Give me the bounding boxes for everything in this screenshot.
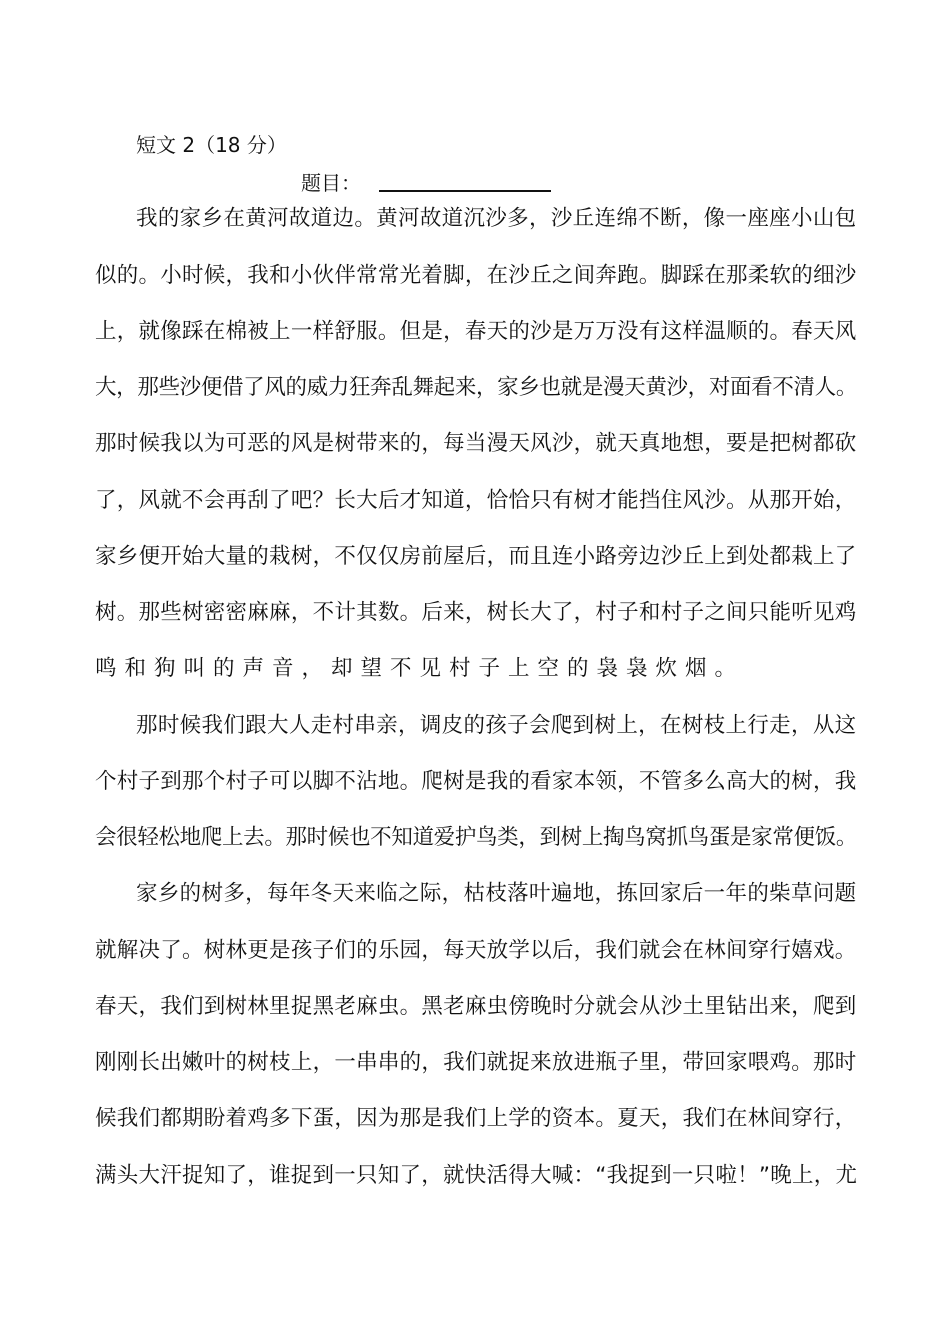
body-line: 大，那些沙便借了风的威力狂奔乱舞起来，家乡也就是漫天黄沙，对面看不清人。 [95, 375, 857, 400]
body-line: 春天，我们到树林里捉黑老麻虫。黑老麻虫傍晚时分就会从沙土里钻出来，爬到 [95, 994, 857, 1019]
title-field [301, 169, 361, 197]
body-line: 满头大汗捉知了，谁捉到一只知了，就快活得大喊：“我捉到一只啦！”晚上，尤 [95, 1163, 857, 1188]
title-blank-line [379, 190, 551, 192]
body-line: 家乡便开始大量的栽树，不仅仅房前屋后，而且连小路旁边沙丘上到处都栽上了 [95, 544, 857, 569]
body-line: 候我们都期盼着鸡多下蛋，因为那是我们上学的资本。夏天，我们在林间穿行， [95, 1106, 857, 1131]
body-line: 树。那些树密密麻麻，不计其数。后来，树长大了，村子和村子之间只能听见鸡 [95, 600, 857, 625]
body-line: 那时候我以为可恶的风是树带来的，每当漫天风沙，就天真地想，要是把树都砍 [95, 431, 857, 456]
body-line: 会很轻松地爬上去。那时候也不知道爱护鸟类，到树上掏鸟窝抓鸟蛋是家常便饭。 [95, 825, 857, 850]
body-line: 了，风就不会再刮了吧？长大后才知道，恰恰只有树才能挡住风沙。从那开始， [95, 488, 857, 513]
section-heading: 短文 2（18 分） [136, 133, 287, 157]
body-line: 那时候我们跟大人走村串亲，调皮的孩子会爬到树上，在树枝上行走，从这 [136, 713, 857, 738]
body-line: 我的家乡在黄河故道边。黄河故道沉沙多，沙丘连绵不断，像一座座小山包 [136, 206, 857, 231]
body-line: 似的。小时候，我和小伙伴常常光着脚，在沙丘之间奔跑。脚踩在那柔软的细沙 [95, 263, 857, 288]
body-line: 就解决了。树林更是孩子们的乐园，每天放学以后，我们就会在林间穿行嬉戏。 [95, 938, 857, 963]
body-line: 家乡的树多，每年冬天来临之际，枯枝落叶遍地，拣回家后一年的柴草问题 [136, 881, 857, 906]
body-line: 上，就像踩在棉被上一样舒服。但是，春天的沙是万万没有这样温顺的。春天风 [95, 319, 857, 344]
body-line: 个村子到那个村子可以脚不沾地。爬树是我的看家本领，不管多么高大的树，我 [95, 769, 857, 794]
body-line: 刚刚长出嫩叶的树枝上，一串串的，我们就捉来放进瓶子里，带回家喂鸡。那时 [95, 1050, 857, 1075]
title-label: 题目： [301, 171, 361, 195]
body-line: 鸣和狗叫的声音，却望不见村子上空的袅袅炊烟。 [95, 656, 745, 681]
